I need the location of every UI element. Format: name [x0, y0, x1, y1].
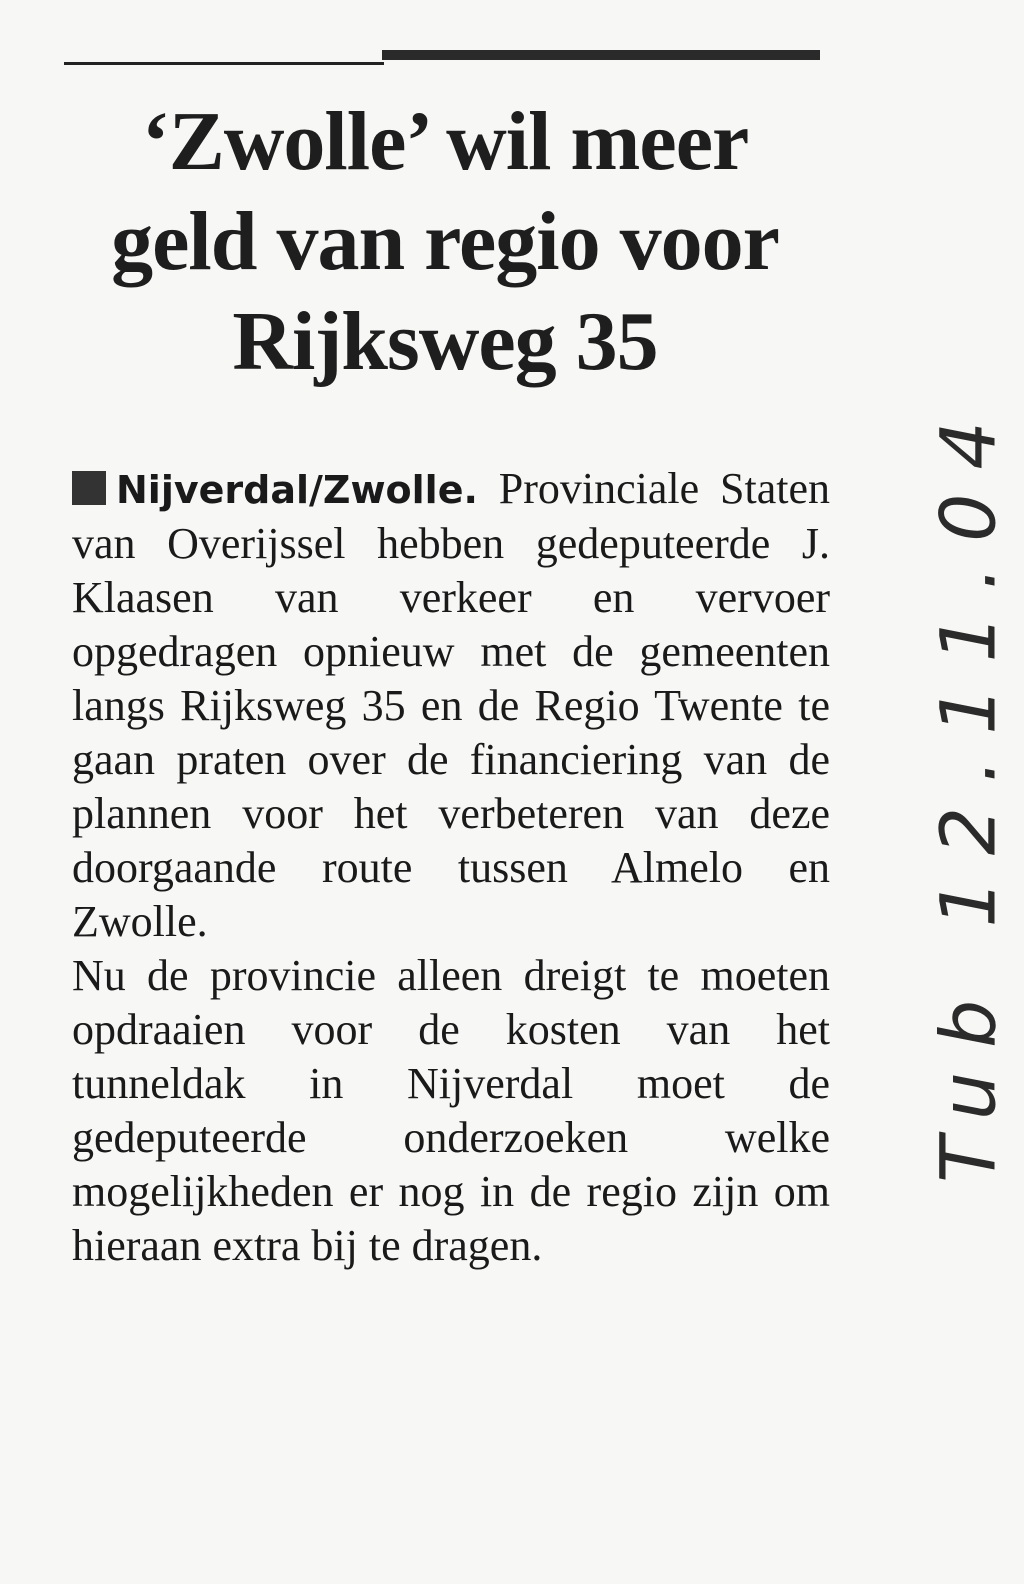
article-body	[72, 462, 830, 1273]
handwritten-date-note: Tub 12.11.04	[923, 397, 1013, 1183]
top-rule-thick	[382, 50, 820, 60]
paragraph-1-text: Provinciale Staten van Overijssel hebben gedeputeerde J. Klaasen van verkeer en vervoer opgedragen opnieuw met de gemeenten langs Rijksweg 35 en de Regio Twente te gaan praten over de financiering van de plannen voor het verbeteren van deze doorgaande route tussen Almelo en Zwolle.	[72, 464, 830, 946]
headline: ‘Zwolle’ wil meer geld van regio voor Rijksweg 35	[111, 95, 779, 388]
paragraph-2: Nu de provincie alleen dreigt te moeten opdraaien voor de kosten van het tunneldak in Nijverdal moet de gedeputeerde onderzoeken welke mogelijkheden er nog in de regio zijn om hieraan extra bij te dragen.	[72, 951, 830, 1270]
paragraph-1	[72, 462, 830, 949]
dateline: Nijverdal/Zwolle.	[116, 468, 478, 512]
lead-square-icon	[72, 471, 106, 505]
top-rule-thin	[64, 62, 384, 65]
